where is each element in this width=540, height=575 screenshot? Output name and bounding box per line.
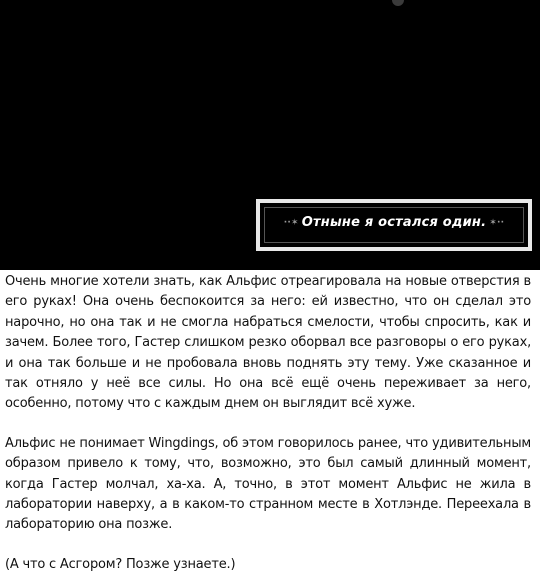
caption-box (256, 199, 532, 251)
paragraph-asgore: (А что с Асгором? Позже узнаете.) (5, 556, 236, 572)
description-text (5, 272, 531, 575)
sparkle-left-icon: ··✶ (283, 217, 299, 228)
paragraph-spacer (5, 536, 531, 555)
paragraph-spacer (5, 415, 531, 434)
panel-speck (392, 0, 404, 6)
sparkle-right-icon: ✶·· (489, 217, 505, 228)
caption-line (260, 215, 528, 230)
comic-panel-dark (0, 0, 540, 270)
paragraph-reaction: Очень многие хотели знать, как Альфис отреагировала на новые отверстия в его руках! Она очень беспокоится за него: ей известно, что он сделал это нарочно, но она так и не смогла набраться смелости, чтобы спросить, как и зачем. Более того, Гастер слишком резко оборвал все разговоры о его руках, и она так больше и не пробовала вновь поднять эту тему. Уже сказанное и так отняло у неё все силы. Но она всё ещё очень переживает за него, особенно, потому что с каждым днем он выглядит всё хуже. (5, 274, 531, 412)
caption-text: Отныне я остался один. (301, 215, 487, 230)
paragraph-wingdings: Альфис не понимает Wingdings, об этом говорилось ранее, что удивительным образом привело к тому, что, возможно, это был самый длинный момент, когда Гастер молчал, ха-ха. А, точно, в этот момент Альфис не жила в лаборатории наверху, а в каком-то странном месте в Хотлэнде. Переехала в лабораторию она позже. (5, 435, 531, 533)
